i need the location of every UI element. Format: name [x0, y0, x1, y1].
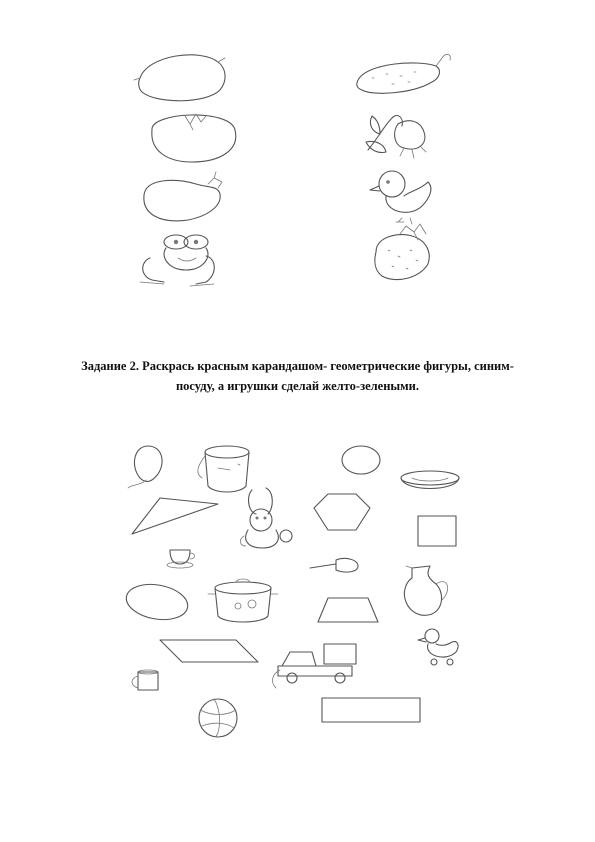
chick-drawing [370, 171, 431, 224]
scoop-drawing [310, 558, 358, 572]
toy-truck-drawing [273, 644, 356, 688]
bowl-drawing [401, 471, 459, 489]
balloon-drawing [128, 446, 162, 488]
ball-drawing [199, 699, 237, 737]
hexagon-shape [314, 494, 370, 530]
eggplant-drawing [144, 172, 222, 221]
triangle-shape [132, 498, 218, 534]
cucumber-drawing [357, 54, 451, 93]
task-line-2: посуду, а игрушки сделай желто-зелеными. [175, 379, 420, 393]
toy-bunny-drawing [240, 488, 292, 548]
tomato-drawing [152, 114, 236, 162]
jug-drawing [404, 566, 447, 615]
square-shape [418, 516, 456, 546]
pot-drawing [208, 579, 278, 622]
frog-drawing [140, 235, 214, 286]
oval-shape-left [124, 580, 191, 624]
trapezoid-shape [318, 598, 378, 622]
oval-shape-top [342, 446, 380, 474]
rectangle-shape [322, 698, 420, 722]
toy-duck-drawing [418, 629, 458, 665]
task-line-1: Задание 2. Раскрась красным карандашом- геометрические фигуры, синим- [81, 359, 514, 373]
teacup-drawing [167, 550, 195, 568]
rhombus-shape [160, 640, 258, 662]
mug-drawing [132, 670, 158, 690]
bell-flower-drawing [366, 116, 426, 158]
task-instruction [40, 356, 555, 396]
lemon-drawing [134, 55, 225, 101]
strawberry-drawing [375, 224, 429, 280]
bucket-drawing [198, 446, 249, 492]
